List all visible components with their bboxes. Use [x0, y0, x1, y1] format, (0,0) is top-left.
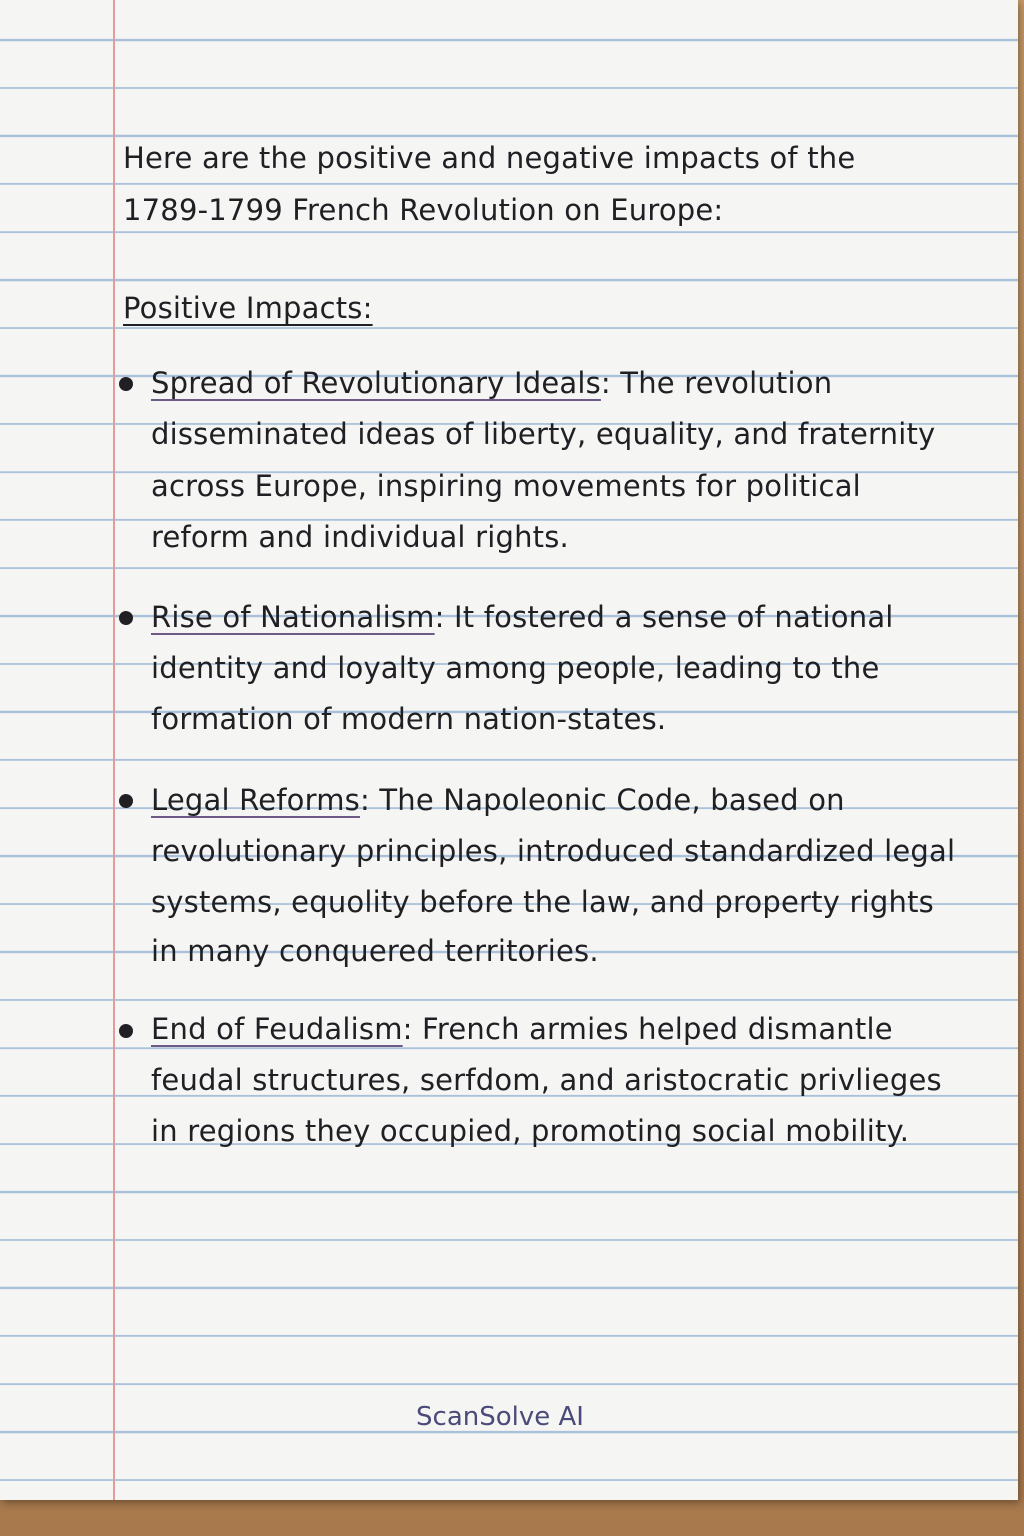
list-item-2-line-3: formation of modern nation-states. — [151, 702, 667, 736]
list-item-text: : It fostered a sense of national — [434, 600, 894, 634]
list-item-2-first-line — [151, 597, 894, 637]
list-item-text: : The Napoleonic Code, based on — [359, 783, 845, 817]
list-item-term: Spread of Revolutionary Ideals — [151, 366, 601, 400]
intro-line-1: Here are the positive and negative impacts of the — [123, 141, 856, 175]
list-item-term: End of Feudalism — [151, 1012, 403, 1046]
list-item-4-line-3: in regions they occupied, promoting social mobility. — [151, 1114, 910, 1148]
intro-line-2: 1789-1799 French Revolution on Europe: — [123, 193, 724, 227]
list-item-3-line-4: in many conquered territories. — [151, 934, 599, 968]
bullet-icon — [119, 1024, 133, 1038]
footer-watermark: ScanSolve AI — [416, 1402, 584, 1432]
list-item-term: Rise of Nationalism — [151, 600, 435, 634]
list-item-4-first-line — [151, 1009, 893, 1049]
bullet-icon — [119, 377, 133, 391]
list-item-1-line-2: disseminated ideas of liberty, equality, and fraternity — [151, 417, 936, 451]
bullet-icon — [119, 794, 133, 808]
list-item-text: : French armies helped dismantle — [402, 1012, 893, 1046]
list-item-2-line-2: identity and loyalty among people, leading to the — [151, 651, 880, 685]
bullet-icon — [119, 611, 133, 625]
list-item-text: : The revolution — [600, 366, 833, 400]
list-item-3-line-2: revolutionary principles, introduced standardized legal — [151, 834, 956, 868]
section-heading: Positive Impacts: — [123, 291, 373, 325]
list-item-4-line-2: feudal structures, serfdom, and aristocratic privlieges — [151, 1063, 942, 1097]
list-item-1-line-4: reform and individual rights. — [151, 520, 569, 554]
list-item-term: Legal Reforms — [151, 783, 360, 817]
list-item-3-first-line — [151, 780, 845, 820]
list-item-1-line-3: across Europe, inspiring movements for political — [151, 469, 861, 503]
list-item-3-line-3: systems, equolity before the law, and property rights — [151, 885, 934, 919]
list-item-1-first-line — [151, 363, 832, 403]
